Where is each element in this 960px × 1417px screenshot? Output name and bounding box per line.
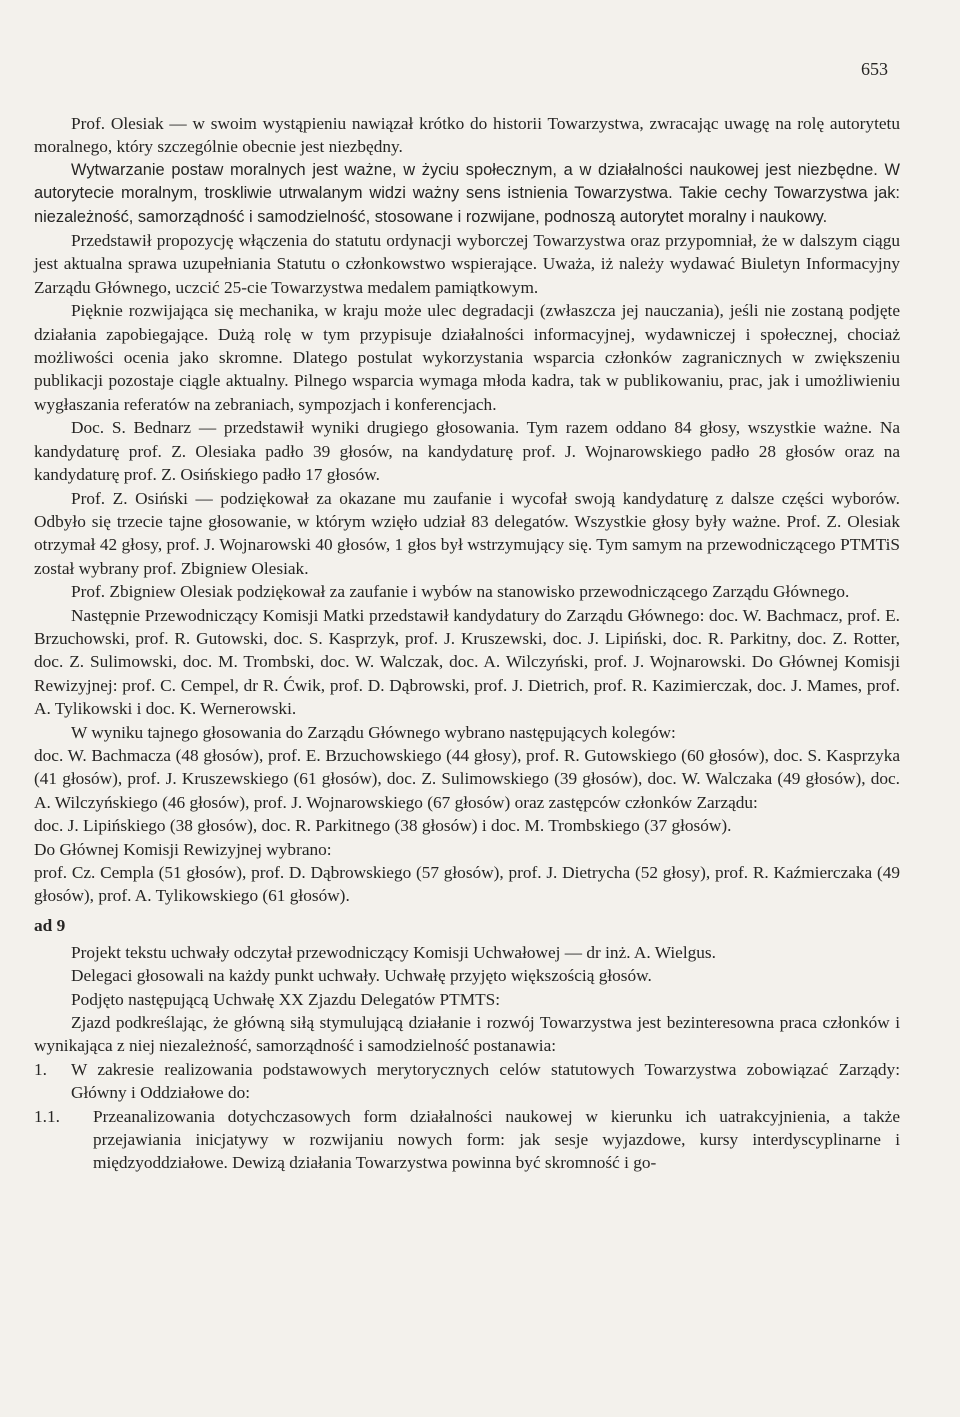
document-body [34,112,900,1175]
page-number: 653 [861,59,888,79]
paragraph: Prof. Olesiak — w swoim wystąpieniu nawiązał krótko do historii Towarzystwa, zwracając uwagę na rolę autorytetu moralnego, który szczególnie obecnie jest niezbędny. [34,114,900,157]
paragraph: prof. Cz. Cempla (51 głosów), prof. D. Dąbrowskiego (57 głosów), prof. J. Dietrycha (52 głosy), prof. R. Kaźmierczaka (49 głosów), prof. A. Tylikowskiego (61 głosów). [34,863,900,906]
subnumbered-item [34,1105,900,1175]
paragraph: Następnie Przewodniczący Komisji Matki przedstawił kandydatury do Zarządu Głównego: doc. W. Bachmacz, prof. E. Brzuchowski, prof. R. Gutowski, doc. S. Kasprzyk, prof. J. Kruszewski, doc. J. Lipiński, doc. R. Parkitny, doc. Z. Rotter, doc. Z. Sulimowski, doc. M. Trombski, doc. W. Walczak, doc. A. Wilczyński, prof. J. Wojnarowski. Do Głównej Komisji Rewizyjnej: prof. C. Cempel, dr R. Ćwik, prof. D. Dąbrowski, prof. J. Dietrich, prof. R. Kazimierczak, doc. J. Mames, prof. A. Tylikowski i doc. K. Wernerowski. [34,605,900,719]
paragraph: Podjęto następującą Uchwałę XX Zjazdu Delegatów PTMTS: [71,989,501,1009]
paragraph: Zjazd podkreślając, że główną siłą stymulującą działanie i rozwój Towarzystwa jest bezinteresowna praca członków i wynikająca z niej niezależność, samorządność i samodzielność postanawia: [34,1013,900,1056]
section-heading: ad 9 [34,915,66,935]
paragraph: Prof. Z. Osiński — podziękował za okazane mu zaufanie i wycofał swoją kandydaturę z dalsze części wyborów. Odbyło się trzecie tajne głosowanie, w którym wzięło udział 83 delegatów. Wszystkie głosy były ważne. Prof. Z. Olesiak otrzymał 42 głosy, prof. J. Wojnarowski 40 głosów, 1 głos był wstrzymujący się. Tym samym na przewodniczącego PTMTiS został wybrany prof. Zbigniew Olesiak. [34,488,900,578]
paragraph: Wytwarzanie postaw moralnych jest ważne, w życiu społecznym, a w działalności naukowej jest niezbędne. W autorytecie moralnym, troskliwie utrwalanym widzi ważny sens istnienia Towarzystwa. Takie cechy Towarzystwa jak: niezależność, samorządność i samodzielność, stosowane i rozwijane, podnoszą autorytet moralny i naukowy. [34,160,900,226]
subitem-number: 1.1. [34,1106,60,1126]
paragraph: doc. J. Lipińskiego (38 głosów), doc. R. Parkitnego (38 głosów) i doc. M. Trombskiego (37 głosów). [34,816,732,836]
subitem-text: Przeanalizowania dotychczasowych form działalności naukowej w kierunku ich uatrakcyjnienia, a także przejawiania inicjatywy w rozwijaniu nowych form: jak sesje wyjazdowe, kursy interdyscyplinarne i międzyoddziałowe. Dewizą działania Towarzystwa powinna być skromność i go- [93,1106,900,1173]
numbered-item [34,1058,900,1105]
paragraph: Prof. Zbigniew Olesiak podziękował za zaufanie i wybów na stanowisko przewodniczącego Zarządu Głównego. [71,582,850,602]
paragraph: Pięknie rozwijająca się mechanika, w kraju może ulec degradacji (zwłaszcza jej nauczania), jeśli nie zostaną podjęte działania zapobiegające. Dużą rolę w tym przypisuje działalności informacyjnej, wydawniczej i społecznej, chociaż możliwości ocenia jako skromne. Dlatego postulat wykorzystania wsparcia członków zagranicznych w zwiększeniu publikacji pozostaje ciągle aktualny. Pilnego wsparcia wymaga młoda kadra, tak w publikowaniu, prac, jak i umożliwieniu wygłaszania referatów na zebraniach, sympozjach i konferencjach. [34,301,900,414]
paragraph: doc. W. Bachmacza (48 głosów), prof. E. Brzuchowskiego (44 głosy), prof. R. Gutowskiego (60 głosów), doc. S. Kasprzyka (41 głosów), prof. J. Kruszewskiego (61 głosów), doc. Z. Sulimowskiego (39 głosów), doc. W. Walczaka (49 głosów), doc. A. Wilczyńskiego (46 głosów), prof. J. Wojnarowskiego (67 głosów) oraz zastępców członków Zarządu: [34,745,900,812]
paragraph: Delegaci głosowali na każdy punkt uchwały. Uchwałę przyjęto większością głosów. [71,966,652,986]
paragraph: Do Głównej Komisji Rewizyjnej wybrano: [34,839,332,859]
item-text: W zakresie realizowania podstawowych merytorycznych celów statutowych Towarzystwa zobowiązać Zarządy: Główny i Oddziałowe do: [71,1059,900,1103]
item-number: 1. [34,1059,47,1079]
paragraph: Projekt tekstu uchwały odczytał przewodniczący Komisji Uchwałowej — dr inż. A. Wielgus. [71,942,716,962]
paragraph: Przedstawił propozycję włączenia do statutu ordynacji wyborczej Towarzystwa oraz przypomniał, że w dalszym ciągu jest aktualna sprawa uzupełniania Statutu o członkowstwo wspierające. Uważa, iż należy wydawać Biuletyn Informacyjny Zarządu Głównego, uczcić 25-cie Towarzystwa medalem pamiątkowym. [34,231,900,297]
paragraph: Doc. S. Bednarz — przedstawił wyniki drugiego głosowania. Tym razem oddano 84 głosy, wszystkie ważne. Na kandydaturę prof. Z. Olesiaka padło 39 głosów, na kandydaturę prof. J. Wojnarowskiego padło 28 głosów oraz na kandydaturę prof. Z. Osińskiego padło 17 głosów. [34,418,900,485]
paragraph: W wyniku tajnego głosowania do Zarządu Głównego wybrano następujących kolegów: [71,722,676,742]
